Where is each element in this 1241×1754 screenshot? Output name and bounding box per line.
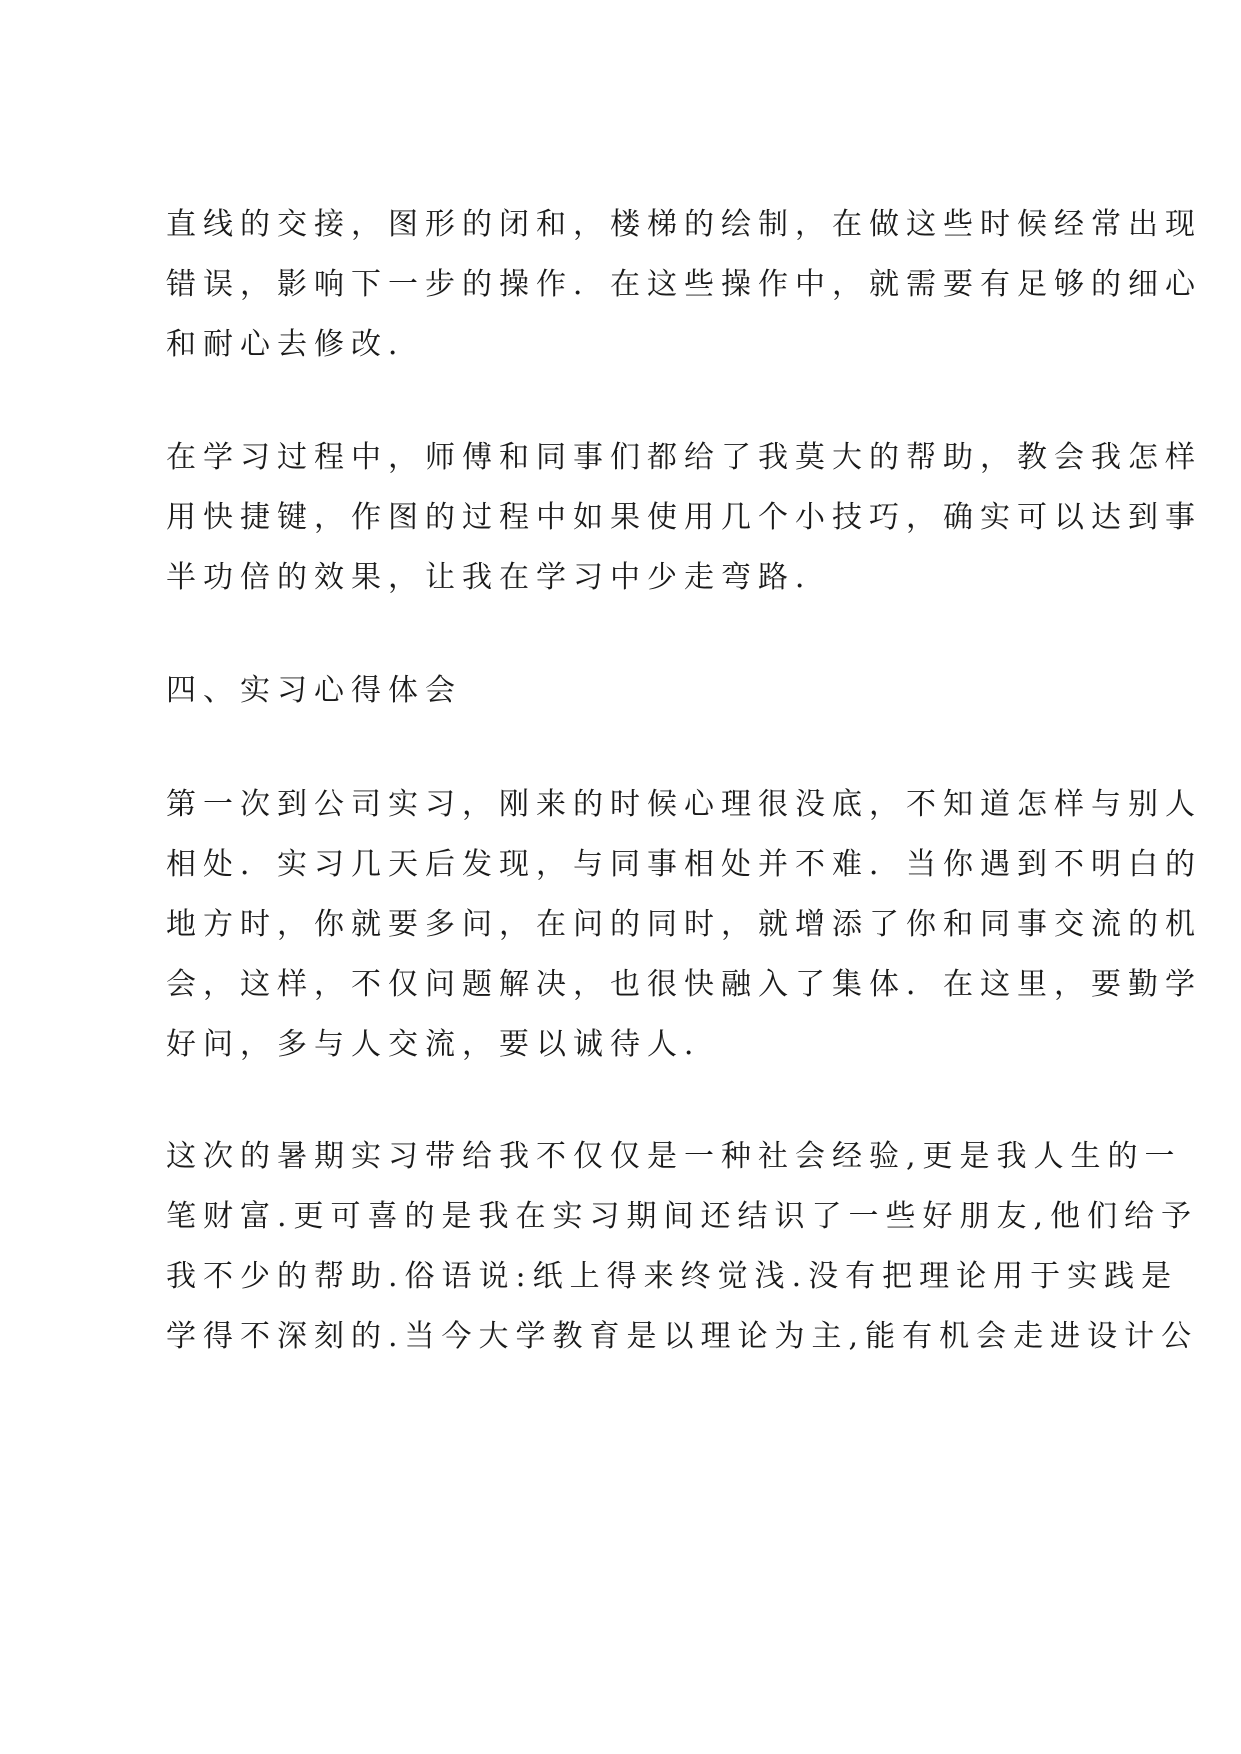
paragraph-5-line-1: 这次的暑期实习带给我不仅仅是一种社会经验,更是我人生的一 [166, 1139, 1182, 1174]
paragraph-1-line-1: 直线的交接，图形的闭和，楼梯的绘制，在做这些时候经常出现 [166, 207, 1202, 242]
paragraph-4-line-3: 地方时，你就要多问，在问的同时，就增添了你和同事交流的机 [166, 907, 1202, 942]
paragraph-5-line-2: 笔财富.更可喜的是我在实习期间还结识了一些好朋友,他们给予 [166, 1199, 1199, 1234]
paragraph-2-line-2: 用快捷键，作图的过程中如果使用几个小技巧，确实可以达到事 [166, 500, 1202, 535]
paragraph-1-line-3: 和耐心去修改． [166, 327, 425, 362]
paragraph-5-line-4: 学得不深刻的.当今大学教育是以理论为主,能有机会走进设计公 [166, 1319, 1199, 1354]
paragraph-4-line-5: 好问，多与人交流，要以诚待人． [166, 1027, 721, 1062]
paragraph-5-line-3: 我不少的帮助.俗语说:纸上得来终觉浅.没有把理论用于实践是 [166, 1259, 1179, 1294]
paragraph-2-line-3: 半功倍的效果，让我在学习中少走弯路． [166, 560, 832, 595]
document-body [166, 0, 1202, 1754]
paragraph-4-line-4: 会，这样，不仅问题解决，也很快融入了集体．在这里，要勤学 [166, 967, 1202, 1002]
paragraph-4-line-1: 第一次到公司实习，刚来的时候心理很没底，不知道怎样与别人 [166, 787, 1202, 822]
paragraph-2-line-1: 在学习过程中，师傅和同事们都给了我莫大的帮助，教会我怎样 [166, 440, 1202, 475]
paragraph-1-line-2: 错误，影响下一步的操作．在这些操作中，就需要有足够的细心 [166, 267, 1202, 302]
section-heading: 四、实习心得体会 [166, 673, 462, 708]
paragraph-4-line-2: 相处．实习几天后发现，与同事相处并不难．当你遇到不明白的 [166, 847, 1202, 882]
